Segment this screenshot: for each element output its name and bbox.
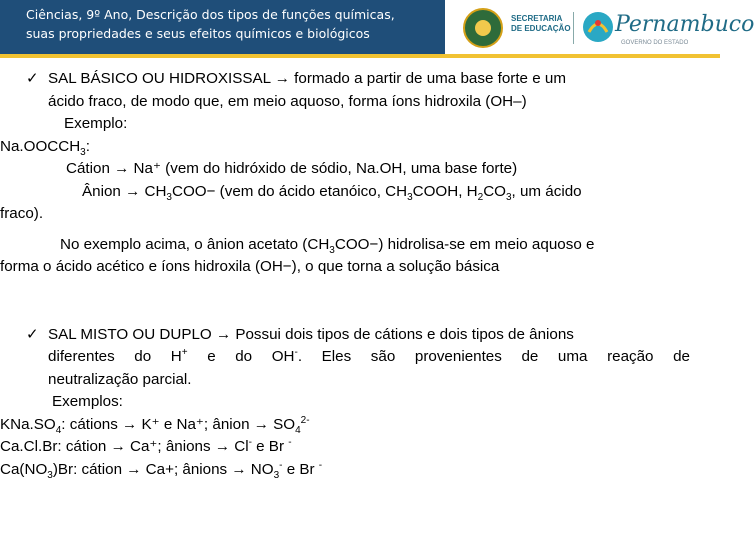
ex3-text-b: )Br: cátion → Ca+; ânions → NO: [52, 460, 274, 478]
mixed-example-2: [0, 436, 690, 459]
anion-sub-a: 3: [166, 191, 172, 203]
ex1-sub: 4: [55, 424, 62, 436]
basic-anion: [26, 181, 716, 204]
anion-text-e: , um ácido: [511, 182, 582, 200]
logo-area: [455, 6, 754, 50]
basic-heading: [26, 68, 690, 91]
section-gap: [26, 279, 690, 324]
slide-body: [0, 68, 690, 481]
anion-sub-c: 2: [477, 191, 484, 203]
mixed-text-b1: diferentes do H: [48, 348, 182, 365]
ex3-text-c: e Br: [282, 460, 319, 478]
mixed-example-1: [0, 414, 690, 437]
mixed-heading-line-3: neutralização parcial.: [48, 370, 192, 388]
ex1-sub-2: 4: [295, 424, 301, 436]
mixed-heading-line-2: [26, 346, 690, 369]
state-seal-logo: [463, 8, 503, 48]
formula-colon: :: [85, 137, 90, 155]
check-icon: ✓: [26, 70, 39, 87]
title-line-1: Ciências, 9º Ano, Descrição dos tipos de funções químicas,: [26, 7, 395, 22]
title-band: [0, 0, 445, 54]
mixed-text-b2: e do OH: [187, 348, 295, 365]
logo-divider: [573, 12, 574, 44]
mixed-sup-1: +: [181, 346, 188, 358]
ex2-text-a: Ca.Cl.Br: cátion → Ca⁺; ânions → Cl: [0, 438, 249, 455]
basic-note-line-2: forma o ácido acético e íons hidroxila (OH−), o que torna a solução básica: [0, 258, 500, 275]
title-line-2: suas propriedades e seus efeitos químicos e biológicos: [26, 26, 370, 41]
mixed-examples-label: Exemplos:: [52, 393, 123, 410]
formula-sub: 3: [80, 146, 86, 158]
ex1-sup: 2-: [300, 414, 310, 426]
ex3-sup-2: -: [318, 459, 323, 471]
anion-text-d: CO: [483, 182, 506, 200]
anion-sub-b: 3: [407, 191, 413, 203]
brand-name: Pernambuco: [615, 12, 754, 37]
mixed-heading-line-1: SAL MISTO OU DUPLO → Possui dois tipos de cátions e dois tipos de ânions: [48, 325, 574, 343]
basic-note-line-1: [26, 234, 690, 257]
anion-text-b: COO− (vem do ácido etanóico, CH: [171, 182, 408, 200]
slide-header: [0, 0, 754, 58]
pernambuco-mark-icon: [581, 10, 615, 44]
anion-text-a: Ânion → CH: [82, 182, 167, 200]
secretaria-label: SECRETARIA DE EDUCAÇÃO: [511, 14, 571, 33]
brand-subtitle: GOVERNO DO ESTADO: [621, 40, 689, 46]
mixed-sup-2: -: [294, 346, 298, 358]
basic-example-label: Exemplo:: [64, 115, 128, 132]
basic-heading-line-1: SAL BÁSICO OU HIDROXISSAL → formado a partir de uma base forte e um: [48, 70, 566, 87]
anion-text-c: COOH, H: [412, 182, 478, 200]
ex3-sub-2: 3: [273, 469, 280, 481]
ex2-text-b: e Br: [251, 438, 289, 455]
ex3-sup: -: [279, 459, 283, 471]
ex2-sup: -: [248, 436, 252, 448]
mixed-heading: [26, 324, 690, 347]
header-accent-line: [0, 54, 720, 58]
check-icon: ✓: [26, 325, 39, 343]
basic-cation: Cátion → Na⁺ (vem do hidróxido de sódio, Na.OH, uma base forte): [66, 160, 518, 177]
ex1-text-b: : cátions → K⁺ e Na⁺; ânion → SO: [61, 415, 296, 433]
ex3-text-a: Ca(NO: [0, 460, 48, 478]
mixed-example-3: [0, 459, 690, 482]
mixed-text-b3: . Eles são provenientes de uma reação de: [297, 348, 690, 365]
basic-formula: [0, 136, 690, 159]
anion-sub-d: 3: [505, 191, 512, 203]
ex3-sub: 3: [47, 469, 53, 481]
note-sub: 3: [329, 244, 335, 256]
basic-anion-tail: fraco).: [0, 205, 44, 222]
note-text-b: COO−) hidrolisa-se em meio aquoso e: [334, 235, 595, 253]
formula-text: Na.OOCCH: [0, 137, 81, 155]
ex1-text-a: KNa.SO: [0, 415, 56, 433]
note-text-a: No exemplo acima, o ânion acetato (CH: [60, 235, 330, 253]
basic-heading-line-2: ácido fraco, de modo que, em meio aquoso, forma íons hidroxila (OH–): [48, 92, 527, 110]
ex2-sup-2: -: [288, 436, 292, 448]
